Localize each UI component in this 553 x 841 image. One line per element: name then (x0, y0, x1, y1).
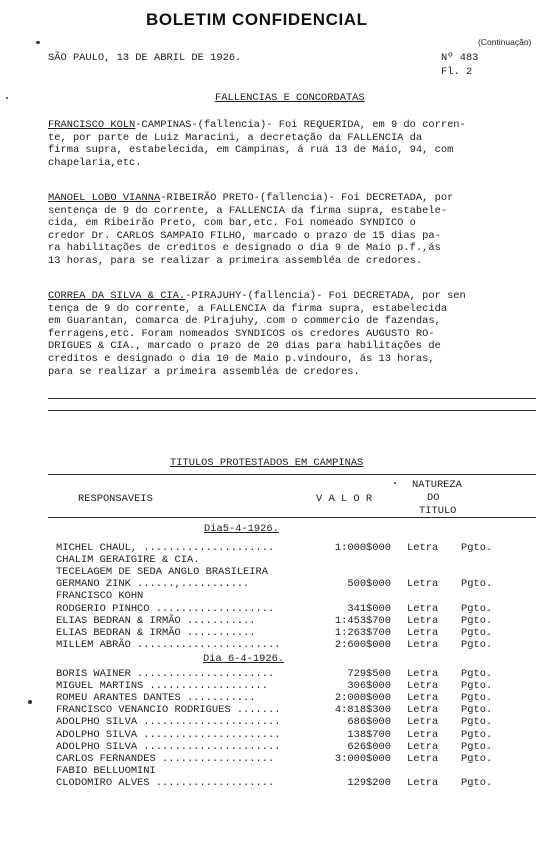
entry-lead: MANOEL LOBO VIANNA (48, 192, 161, 204)
table-row (56, 729, 526, 742)
responsavel-cell: ADOLPHO SILVA ...................... (56, 716, 281, 729)
natureza-cell: Pgto. (461, 716, 493, 729)
fallencia-entry (48, 290, 528, 378)
natureza-cell: Pgto. (461, 680, 493, 693)
table-row (56, 704, 526, 717)
column-header-responsaveis: RESPONSAVEIS (78, 493, 153, 505)
entry-line: chapelaria,etc. (48, 156, 142, 169)
natureza-cell: Pgto. (461, 602, 493, 615)
column-header-titulo: TITULO (419, 505, 457, 517)
entry-line: em Guarantan, comarca de Pirajuhy, com o commercio de fazendas, (48, 315, 441, 328)
natureza-cell: Pgto. (461, 626, 493, 639)
tipo-cell: Letra (407, 668, 439, 680)
tipo-cell: Letra (407, 680, 439, 693)
responsavel-cell: CHALIM GERAIGIRE & CIA. (56, 554, 200, 567)
tipo-cell: Letra (407, 638, 439, 651)
responsavel-cell: MIGUEL MARTINS ................... (56, 680, 269, 693)
table-row (56, 566, 526, 579)
tipo-cell: Letra (407, 728, 439, 741)
entry-line: te, por parte de Luiz Maracini, a decretação da FALLENCIA da (48, 131, 423, 144)
entry-line: creditos e designado o dia 10 de Maio p.vindouro, ás 13 horas, (48, 352, 435, 365)
tipo-cell: Letra (407, 740, 439, 753)
natureza-cell: Pgto. (461, 614, 493, 627)
entry-line: DRIGUES & CIA., marcado o prazo de 20 dias para habilitações de (48, 340, 441, 353)
table-row (56, 753, 526, 766)
natureza-cell: Pgto. (461, 542, 493, 554)
responsavel-cell: ELIAS BEDRAN & IRMÃO ........... (56, 614, 256, 627)
valor-cell: 2:000$000 (334, 692, 391, 705)
fallencia-entry (48, 119, 528, 169)
responsavel-cell: BORIS WAINER ...................... (56, 668, 275, 680)
responsavel-cell: CARLOS FERNANDES .................. (56, 752, 275, 765)
entry-line: -RIBEIRÃO PRETO-(fallencia)- Foi DECRETADA, por (160, 192, 454, 204)
responsavel-cell: FABIO BELLUOMINI (56, 764, 156, 777)
entry-line: ferragens,etc. Foram nomeados SYNDICOS os credores AUGUSTO RO- (48, 327, 435, 340)
natureza-cell: Pgto. (461, 692, 493, 705)
responsavel-cell: MILLEM ABRÃO ....................... (56, 638, 281, 651)
entry-line: tença de 9 do corrente, a FALLENCIA da firma supra, estabelecida (48, 302, 448, 315)
scan-speck (36, 41, 40, 44)
tipo-cell: Letra (407, 704, 439, 717)
scan-speck (28, 700, 32, 704)
table-row (56, 554, 526, 567)
table-row (56, 639, 526, 652)
divider-rule (48, 410, 536, 411)
natureza-cell: Pgto. (461, 638, 493, 651)
table-row (56, 692, 526, 705)
valor-cell: 3:000$000 (334, 752, 391, 765)
valor-cell: 1:263$700 (334, 626, 391, 639)
entry-line: -CAMPINAS-(fallencia)- Foi REQUERIDA, em 9 do corren- (135, 119, 466, 131)
natureza-cell: Pgto. (461, 740, 493, 753)
responsavel-cell: ADOLPHO SILVA ...................... (56, 740, 281, 753)
valor-cell: 129$200 (347, 776, 391, 789)
valor-cell: 306$000 (347, 680, 391, 693)
table-row (56, 765, 526, 778)
column-header-natureza: NATUREZA (412, 479, 462, 491)
responsavel-cell: TECELAGEM DE SEDA ANGLO BRASILEIRA (56, 566, 269, 579)
natureza-cell: Pgto. (461, 728, 493, 741)
tipo-cell: Letra (407, 752, 439, 765)
page-title: BOLETIM CONFIDENCIAL (146, 10, 368, 29)
fallencia-entry (48, 192, 528, 268)
bulletin-number: Nº 483 (441, 52, 479, 64)
table-row (56, 668, 526, 681)
table-row (56, 716, 526, 729)
responsavel-cell: ELIAS BEDRAN & IRMÃO ........... (56, 626, 256, 639)
table-row (56, 590, 526, 603)
entry-line: para se realizar a primeira assembléa de credores. (48, 365, 360, 378)
responsavel-cell: RODGERIO PINHCO ................... (56, 602, 275, 615)
responsavel-cell: FRANCISCO KOHN (56, 590, 144, 603)
scan-speck (394, 482, 396, 484)
section-heading-titulos: TITULOS PROTESTADOS EM CAMPINAS (170, 457, 364, 469)
natureza-cell: Pgto. (461, 776, 493, 789)
natureza-cell: Pgto. (461, 752, 493, 765)
valor-cell: 4:818$300 (334, 704, 391, 717)
tipo-cell: Letra (407, 776, 439, 789)
date-header: Dia 6-4-1926. (203, 653, 285, 665)
column-header-do: DO (427, 492, 440, 504)
valor-cell: 1:000$000 (334, 542, 391, 554)
entry-line: firma supra, estabelecida, em Campinas, á rua 13 de Maio, 94, com (48, 144, 454, 157)
valor-cell: 686$000 (347, 716, 391, 729)
responsavel-cell: FRANCISCO VENANCIO RODRIGUES ....... (56, 704, 281, 717)
entry-line: cida, em Ribeirão Preto, com bar,etc. Foi nomeado SYNDICO o (48, 217, 416, 230)
entry-line: ra habilitações de creditos e designado o dia 9 de Maio p.f.,ás (48, 242, 441, 255)
table-row (56, 627, 526, 640)
entry-line: 13 horas, para se realizar a primeira assembléa de credores. (48, 254, 423, 267)
sheet-number: Fl. 2 (441, 66, 473, 78)
responsavel-cell: ADOLPHO SILVA ...................... (56, 728, 281, 741)
natureza-cell: Pgto. (461, 668, 493, 680)
place-date: SÃO PAULO, 13 DE ABRIL DE 1926. (48, 52, 242, 64)
entry-lead: CORREA DA SILVA & CIA. (48, 290, 186, 302)
entry-lead: FRANCISCO KOLN (48, 119, 136, 131)
date-header: Dia5-4-1926. (204, 523, 279, 535)
tipo-cell: Letra (407, 542, 439, 554)
table-row (56, 542, 526, 555)
divider-rule (48, 398, 536, 399)
divider-rule (48, 517, 536, 518)
tipo-cell: Letra (407, 614, 439, 627)
responsavel-cell: ROMEU ARANTES DANTES ........... (56, 692, 256, 705)
responsavel-cell: CLODOMIRO ALVES ................... (56, 776, 275, 789)
tipo-cell: Letra (407, 578, 439, 591)
valor-cell: 1:453$700 (334, 614, 391, 627)
divider-rule (48, 474, 536, 475)
valor-cell: 626$000 (347, 740, 391, 753)
table-row (56, 680, 526, 693)
tipo-cell: Letra (407, 716, 439, 729)
natureza-cell: Pgto. (461, 578, 493, 591)
continuation-note: (Continuação) (478, 37, 532, 47)
table-row (56, 578, 526, 591)
natureza-cell: Pgto. (461, 704, 493, 717)
valor-cell: 500$000 (347, 578, 391, 591)
tipo-cell: Letra (407, 626, 439, 639)
valor-cell: 341$000 (347, 602, 391, 615)
responsavel-cell: MICHEL CHAUL, ..................... (56, 542, 275, 554)
entry-line: credor Dr. CARLOS SAMPAIO FILHO, marcado o prazo de 15 dias pa- (48, 229, 441, 242)
column-header-valor: V A L O R (316, 493, 373, 505)
table-row (56, 615, 526, 628)
section-heading-fallencias: FALLENCIAS E CONCORDATAS (215, 92, 365, 104)
entry-line: sentença de 9 do corrente, a FALLENCIA da firma supra, estabele- (48, 204, 448, 217)
table-row (56, 741, 526, 754)
table-row (56, 603, 526, 616)
valor-cell: 2:600$000 (334, 638, 391, 651)
scan-speck (6, 97, 8, 99)
responsavel-cell: GERMANO ZINK ......,........... (56, 578, 250, 591)
valor-cell: 729$500 (347, 668, 391, 680)
entry-line: -PIRAJUHY-(fallencia)- Foi DECRETADA, por sen (185, 290, 466, 302)
table-row (56, 777, 526, 790)
tipo-cell: Letra (407, 692, 439, 705)
valor-cell: 138$700 (347, 728, 391, 741)
tipo-cell: Letra (407, 602, 439, 615)
